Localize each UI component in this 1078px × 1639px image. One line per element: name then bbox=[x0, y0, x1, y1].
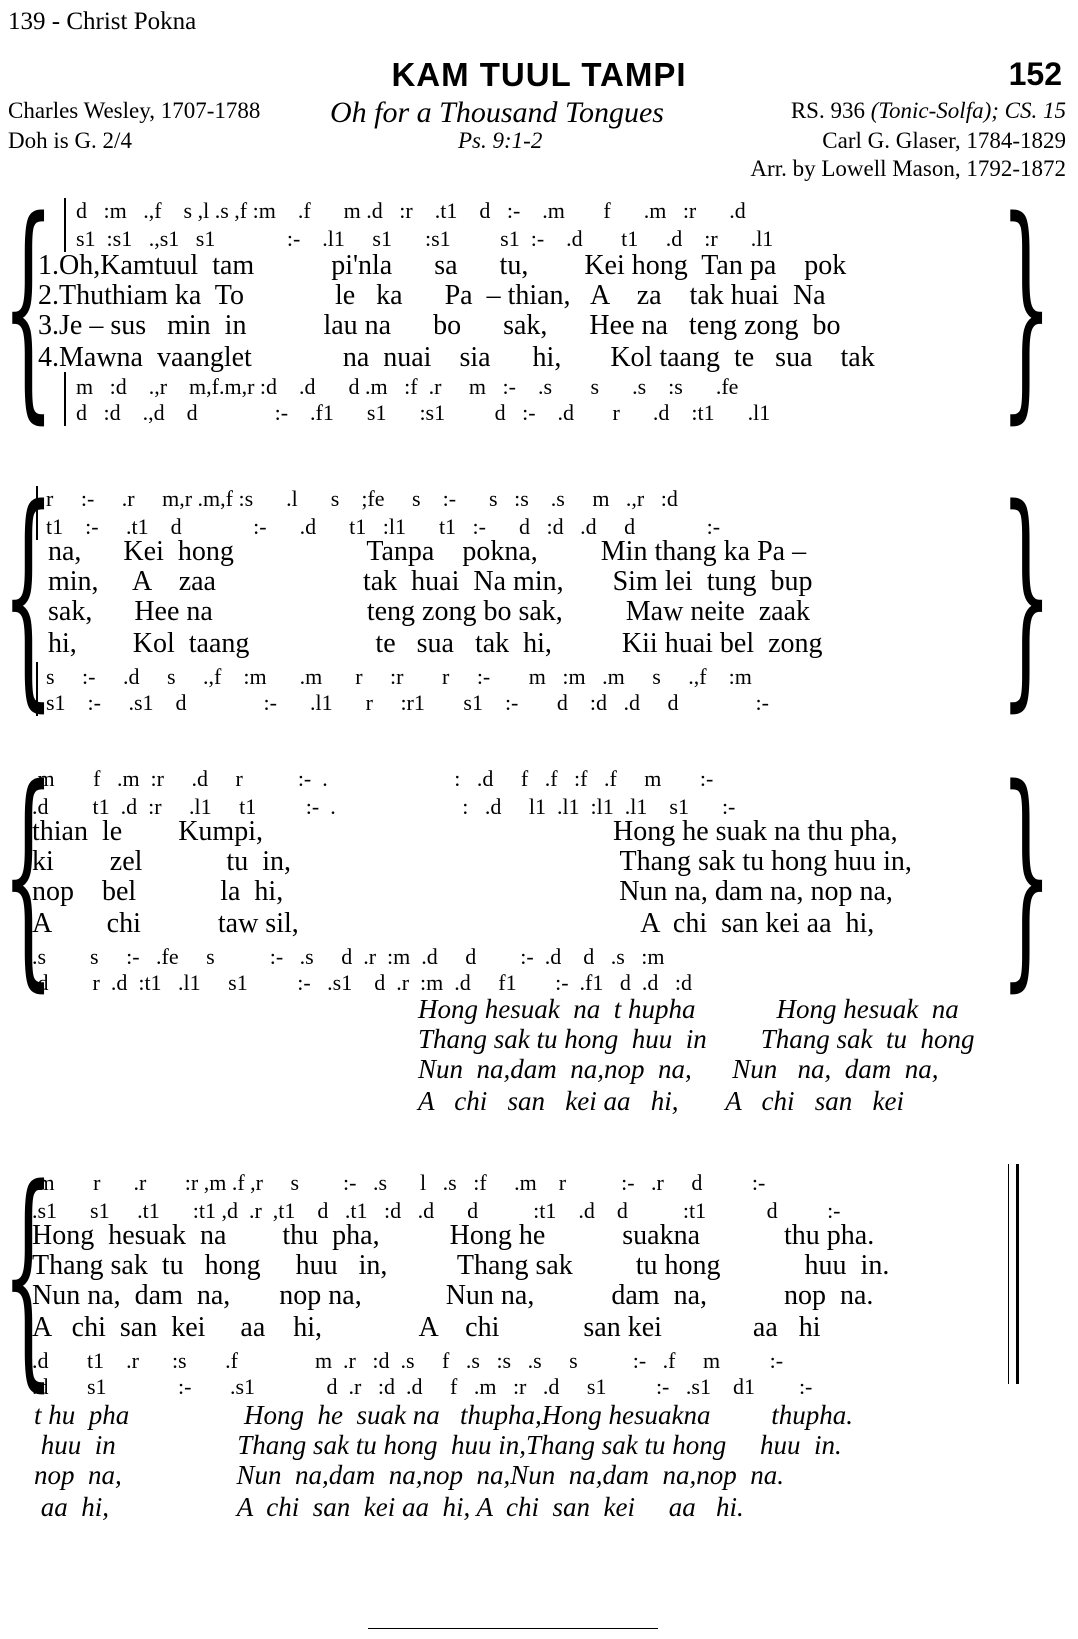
composer: Carl G. Glaser, 1784-1829 bbox=[822, 128, 1066, 153]
bass-part-1: s :- .d s .,f :m .m r :r r :- m :m .m s .,f :m bbox=[46, 664, 752, 689]
verse-3-line: 3.Je – sus min in lau na bo sak, Hee na teng zong bo bbox=[38, 310, 841, 341]
treble-part-2: s1 :s1 .,s1 s1 :- .l1 s1 :s1 s1 :- .d t1 .d :r .l1 bbox=[76, 226, 774, 251]
right-brace: } bbox=[1000, 459, 1053, 732]
english-title: Oh for a Thousand Tongues bbox=[330, 96, 664, 129]
right-brace: } bbox=[1000, 171, 1053, 444]
reference-code bbox=[791, 98, 1066, 124]
verse-2-line: ki zel tu in, Thang sak tu hong huu in, bbox=[32, 846, 912, 877]
chorus-line-4: A chi san kei aa hi, A chi san kei bbox=[418, 1086, 904, 1116]
bass-part-2: d :d .,d d :- .f1 s1 :s1 d :- .d r .d :t1 .l1 bbox=[76, 400, 771, 425]
system-start-line-bottom bbox=[64, 372, 66, 426]
bass-part-1: .d t1 .r :s .f m .r :d .s f .s :s .s s :- .f m :- bbox=[32, 1348, 784, 1373]
left-brace: { bbox=[2, 739, 55, 1012]
verse-2-line: Thang sak tu hong huu in, Thang sak tu hong huu in. bbox=[32, 1250, 890, 1281]
music-system-4 bbox=[0, 1139, 1078, 1538]
chorus-line-1: Hong hesuak na t hupha Hong hesuak na bbox=[418, 994, 959, 1024]
ref-tonic-text: (Tonic-Solfa); CS. 15 bbox=[870, 98, 1066, 123]
music-system-3 bbox=[0, 739, 1078, 1128]
right-brace: } bbox=[1000, 739, 1053, 1012]
treble-part-1: .m f .m :r .d r :- . : .d f .f :f .f m :- bbox=[32, 766, 714, 791]
key-signature: Doh is G. 2/4 bbox=[8, 128, 132, 153]
verse-3-line: nop bel la hi, Nun na, dam na, nop na, bbox=[32, 876, 893, 907]
system-start-line-top bbox=[36, 486, 38, 540]
chorus-line-2: Thang sak tu hong huu in Thang sak tu hong bbox=[418, 1024, 975, 1054]
chorus-line-3: Nun na,dam na,nop na, Nun na, dam na, bbox=[418, 1054, 939, 1084]
verse-1-line: Hong hesuak na thu pha, Hong he suakna thu pha. bbox=[32, 1220, 875, 1251]
verse-4-line: hi, Kol taang te sua tak hi, Kii huai bel zong bbox=[48, 628, 823, 659]
ref-code-text: RS. 936 bbox=[790, 98, 871, 123]
bass-part-2: s1 :- .s1 d :- .l1 r :r1 s1 :- d :d .d d :- bbox=[46, 690, 769, 715]
chorus-line-1: t hu pha Hong he suak na thupha,Hong hesuakna thupha. bbox=[34, 1400, 853, 1430]
left-brace: { bbox=[2, 459, 55, 732]
treble-part-1: r :- .r m,r .m,f :s .l s ;fe s :- s :s .s m .,r :d bbox=[46, 486, 678, 511]
left-brace: { bbox=[2, 171, 55, 444]
verse-2-line: 2.Thuthiam ka To le ka Pa – thian, A za tak huai Na bbox=[38, 280, 826, 311]
end-rule bbox=[368, 1628, 658, 1629]
treble-part-1: .m r .r :r ,m .f ,r s :- .s l .s :f .m r :- .r d :- bbox=[32, 1170, 766, 1195]
final-barline-thick bbox=[1016, 1164, 1019, 1384]
music-system-2 bbox=[0, 459, 1078, 732]
verse-4-line: 4.Mawna vaanglet na nuai sia hi, Kol taang te sua tak bbox=[38, 342, 875, 373]
author: Charles Wesley, 1707-1788 bbox=[8, 98, 261, 123]
hymn-title: KAM TUUL TAMPI bbox=[391, 56, 687, 93]
bass-part-2: .d r .d :t1 .l1 s1 :- .s1 d .r :m .d f1 :- .f1 d .d :d bbox=[32, 970, 692, 995]
treble-part-2: .d t1 .d :r .l1 t1 :- . : .d l1 .l1 :l1 .l1 s1 :- bbox=[32, 794, 736, 819]
scripture-reference: Ps. 9:1-2 bbox=[458, 128, 543, 153]
arranger: Arr. by Lowell Mason, 1792-1872 bbox=[750, 156, 1066, 181]
treble-part-1: d :m .,f s ,l .s ,f :m .f m .d :r .t1 d :- .m f .m :r .d bbox=[76, 198, 746, 223]
final-barline-thin bbox=[1008, 1164, 1009, 1384]
chorus-line-2: huu in Thang sak tu hong huu in,Thang sak tu hong huu in. bbox=[34, 1430, 842, 1460]
page-reference: 139 - Christ Pokna bbox=[8, 8, 197, 35]
verse-4-line: A chi taw sil, A chi san kei aa hi, bbox=[32, 908, 875, 939]
verse-3-line: Nun na, dam na, nop na, Nun na, dam na, nop na. bbox=[32, 1280, 874, 1311]
verse-1-line: thian le Kumpi, Hong he suak na thu pha, bbox=[32, 816, 898, 847]
system-start-line-bottom bbox=[36, 662, 38, 716]
verse-2-line: min, A zaa tak huai Na min, Sim lei tung bup bbox=[48, 566, 813, 597]
bass-part-2: .d s1 :- .s1 d .r :d .d f .m :r .d s1 :- .s1 d1 :- bbox=[32, 1374, 813, 1399]
verse-3-line: sak, Hee na teng zong bo sak, Maw neite zaak bbox=[48, 596, 811, 627]
chorus-line-4: aa hi, A chi san kei aa hi, A chi san kei aa hi. bbox=[34, 1492, 744, 1522]
left-brace: { bbox=[2, 1139, 55, 1412]
verse-1-line: 1.Oh,Kamtuul tam pi'nla sa tu, Kei hong Tan pa pok bbox=[38, 250, 847, 281]
treble-part-2: .s1 s1 .t1 :t1 ,d .r ,t1 d .t1 :d .d d :t1 .d d :t1 d :- bbox=[32, 1198, 841, 1223]
bass-part-1: .s s :- .fe s :- .s d .r :m .d d :- .d d .s :m bbox=[32, 944, 665, 969]
verse-4-line: A chi san kei aa hi, A chi san kei aa hi bbox=[32, 1312, 821, 1343]
bass-part-1: m :d .,r m,f.m,r :d .d d .m :f .r m :- .s s .s :s .fe bbox=[76, 374, 739, 399]
music-system-1 bbox=[0, 171, 1078, 444]
verse-1-line: na, Kei hong Tanpa pokna, Min thang ka Pa – bbox=[48, 536, 807, 567]
system-start-line-top bbox=[64, 198, 66, 252]
hymn-number: 152 bbox=[1008, 56, 1062, 92]
chorus-line-3: nop na, Nun na,dam na,nop na,Nun na,dam na,nop na. bbox=[34, 1460, 785, 1490]
treble-part-2: t1 :- .t1 d :- .d t1 :l1 t1 :- d :d .d d :- bbox=[46, 514, 721, 539]
